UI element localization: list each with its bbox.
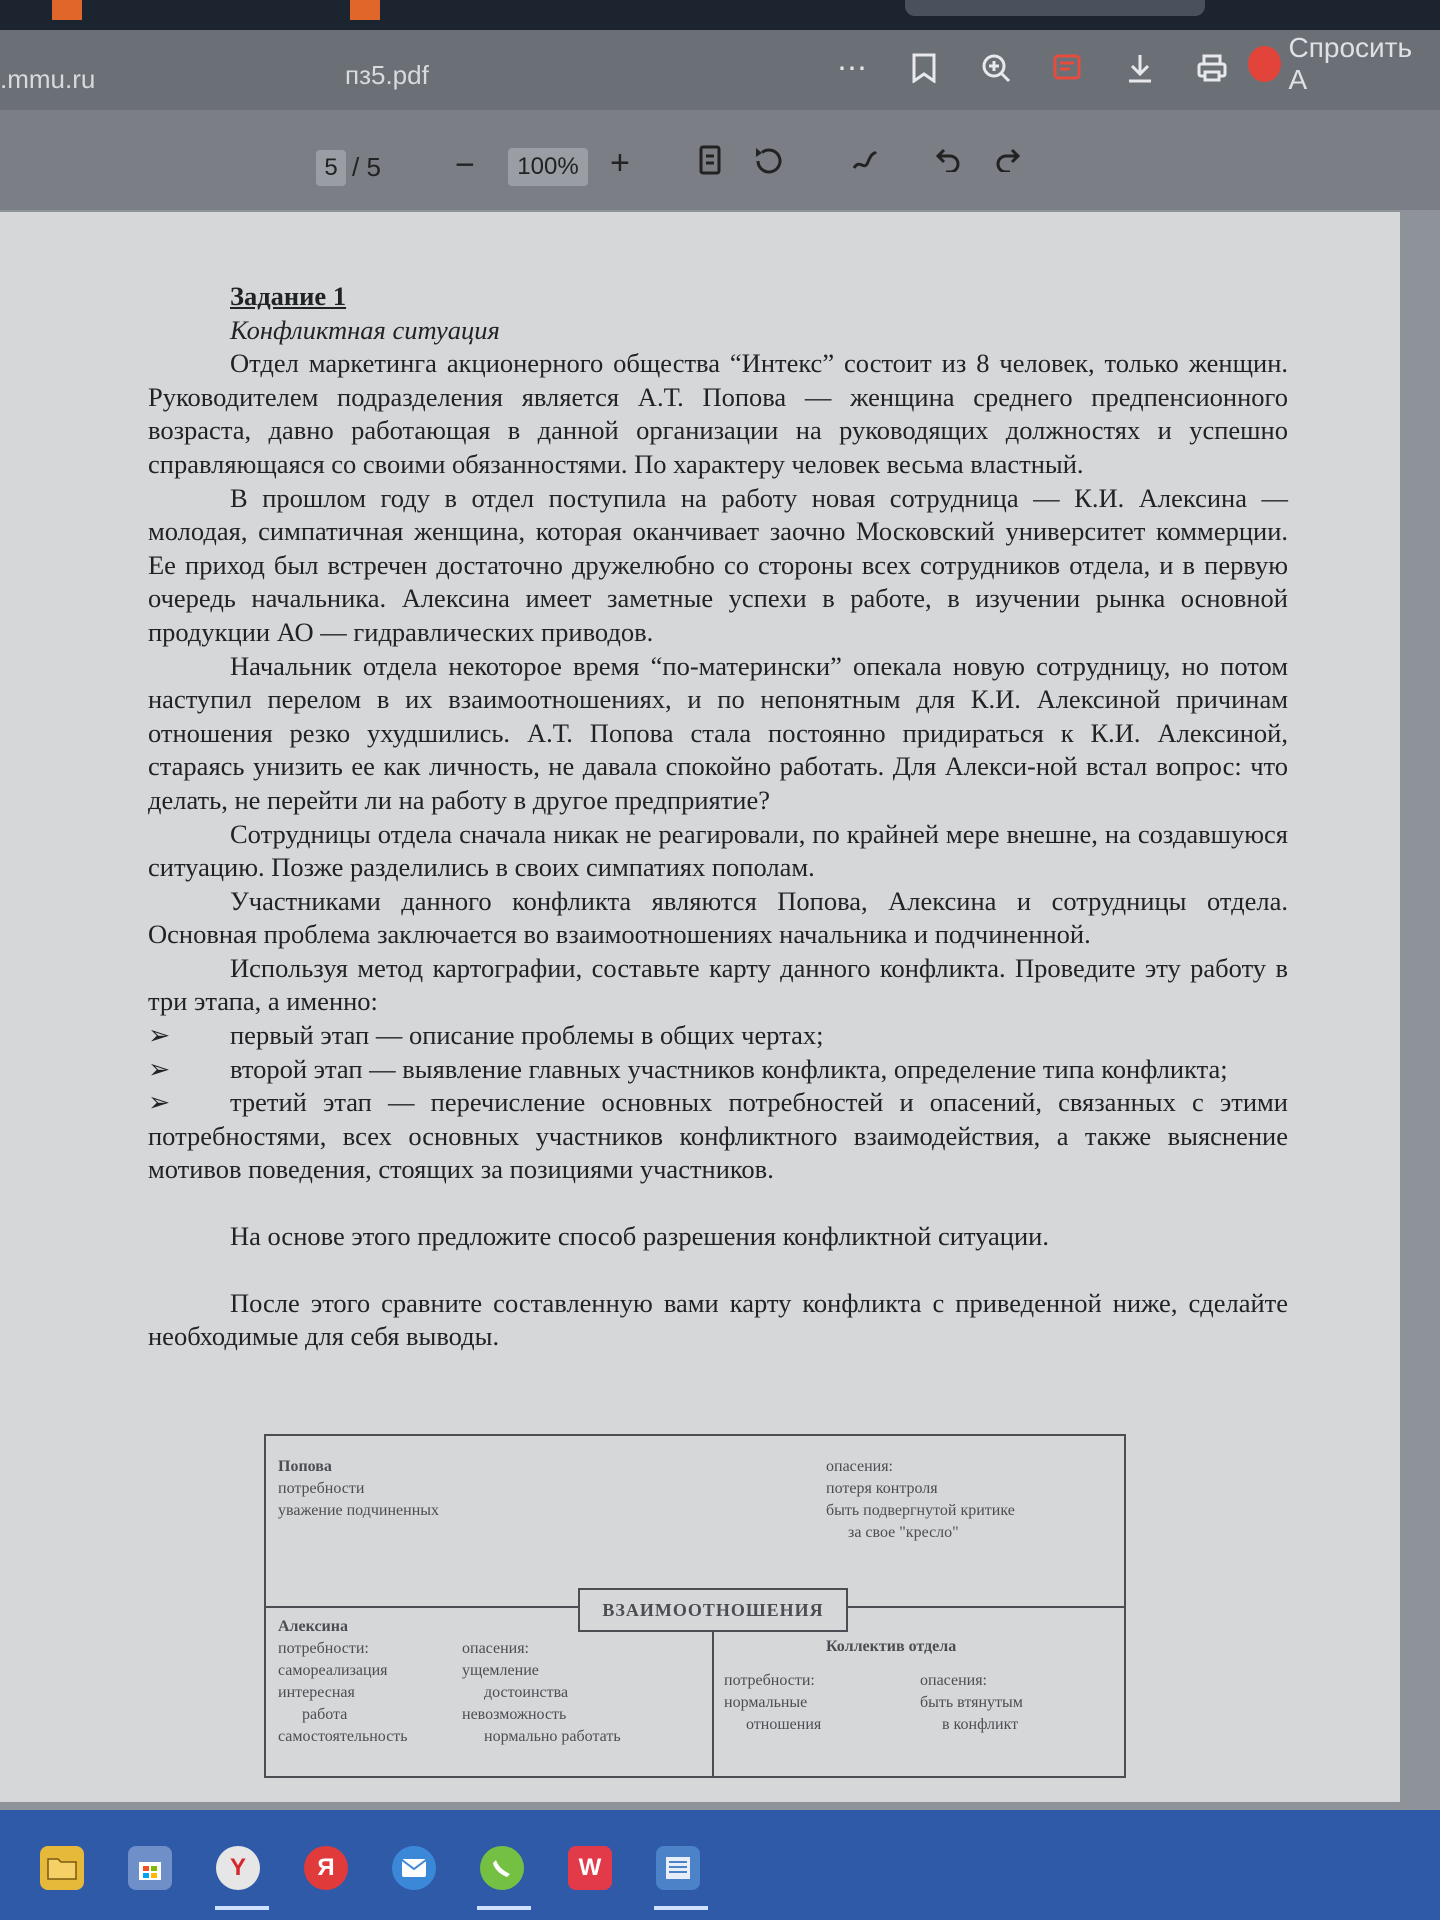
- address-text[interactable]: .mmu.ru: [0, 64, 96, 94]
- participant-name: Алексина: [278, 1618, 348, 1635]
- tab-indicator[interactable]: [350, 0, 380, 20]
- browser-toolbar: [830, 46, 1234, 90]
- fears-title: опасения:: [826, 1458, 893, 1475]
- divider: [712, 1608, 714, 1776]
- yandex-browser-icon[interactable]: Y: [216, 1846, 260, 1890]
- bullet-arrow-icon: ➢: [148, 1020, 171, 1051]
- popova-block: [278, 1456, 439, 1522]
- bullet-arrow-icon: ➢: [148, 1053, 171, 1084]
- aleksina-fears: [462, 1638, 621, 1748]
- undo-icon[interactable]: [934, 144, 962, 180]
- zoom-out-button[interactable]: −: [455, 146, 475, 184]
- aleksina-block: [278, 1616, 408, 1748]
- fears-title: опасения:: [920, 1672, 987, 1689]
- ai-icon: [1248, 46, 1281, 82]
- page-content: [148, 280, 1288, 1354]
- folder-icon[interactable]: [40, 1846, 84, 1890]
- fears-item: быть втянутым: [920, 1694, 1023, 1711]
- redo-icon[interactable]: [994, 144, 1022, 180]
- fears-item: в конфликт: [942, 1716, 1019, 1733]
- messenger-icon[interactable]: [480, 1846, 524, 1890]
- draw-icon[interactable]: [850, 144, 880, 182]
- active-app-indicator: [215, 1906, 269, 1910]
- rotate-icon[interactable]: [752, 144, 786, 186]
- print-icon[interactable]: [1190, 46, 1234, 90]
- fears-item: ущемление: [462, 1662, 539, 1679]
- list-item-text: первый этап — описание проблемы в общих чертах;: [230, 1020, 824, 1051]
- fears-item: быть подвергнутой критике: [826, 1502, 1015, 1519]
- fears-item: за свое "кресло": [848, 1524, 959, 1541]
- list-item: [148, 1053, 1288, 1087]
- collective-name: [826, 1636, 956, 1658]
- paragraph: Используя метод картографии, составьте карту данного конфликта. Проведите эту работу в три этапа, а именно:: [148, 952, 1288, 1017]
- needs-item: уважение подчиненных: [278, 1502, 440, 1519]
- needs-item: самостоятельность: [278, 1728, 408, 1745]
- paragraph: Начальник отдела некоторое время “по-матерински” опекала новую сотрудницу, но потом наступил перелом в их взаимоотношениях, и по непонятным для К.И. Алексиной причинам отношения резко ухудшились. А.Т. Попова стала постоянно придираться к К.И. Алексиной, стараясь унизить ее как личность, не давала спокойно работать. Для Алекси-ной встал вопрос: что делать, не перейти ли на работу в другое предприятие?: [148, 650, 1288, 815]
- more-icon[interactable]: ⋯: [837, 51, 867, 85]
- needs-title: потребности:: [724, 1672, 815, 1689]
- zoom-level[interactable]: 100%: [508, 148, 588, 186]
- needs-item: нормальные: [724, 1694, 808, 1711]
- paragraph: В прошлом году в отдел поступила на работу новая сотрудница — К.И. Алексина — молодая, симпатичная женщина, которая оканчивает заочно Московский университет коммерции. Ее приход был встречен достаточно дружелюбно со стороны всех сотрудников отдела, и в первую очередь начальника. Алексина имеет заметные успехи в работе, в изучении рынка основной продукции АО — гидравлических приводов.: [148, 482, 1288, 647]
- zoom-search-icon[interactable]: [974, 46, 1018, 90]
- needs-item: работа: [302, 1706, 348, 1723]
- bookmark-icon[interactable]: [902, 46, 946, 90]
- list-item: [148, 1086, 1288, 1187]
- bullet-arrow-icon: ➢: [148, 1087, 171, 1118]
- needs-title: потребности:: [278, 1640, 369, 1657]
- participant-name: Коллектив отдела: [826, 1638, 957, 1655]
- paragraph: После этого сравните составленную вами карту конфликта с приведенной ниже, сделайте необходимые для себя выводы.: [148, 1287, 1288, 1352]
- file-name: пз5.pdf: [345, 60, 429, 90]
- yandex-icon[interactable]: Я: [304, 1846, 348, 1890]
- needs-title: потребности: [278, 1480, 365, 1497]
- fears-item: достоинства: [484, 1684, 569, 1701]
- task-heading: Задание 1: [230, 281, 347, 311]
- conflict-map-diagram: [264, 1434, 1126, 1778]
- list-item: [148, 1019, 1288, 1053]
- fears-item: нормально работать: [484, 1728, 621, 1745]
- ask-button[interactable]: [1240, 32, 1440, 95]
- list-item-text: второй этап — выявление главных участников конфликта, определение типа конфликта;: [230, 1053, 1228, 1084]
- needs-item: самореализация: [278, 1662, 388, 1679]
- paragraph: На основе этого предложите способ разрешения конфликтной ситуации.: [230, 1221, 1049, 1252]
- tab-pill[interactable]: [905, 0, 1205, 16]
- fit-page-icon[interactable]: [698, 144, 722, 184]
- tab-indicator[interactable]: [52, 0, 82, 20]
- word-icon[interactable]: [656, 1846, 700, 1890]
- taskbar: [0, 1810, 1440, 1920]
- relationship-box: ВЗАИМООТНОШЕНИЯ: [578, 1588, 848, 1632]
- paragraph: Сотрудницы отдела сначала никак не реагировали, по крайней мере внешне, на создавшуюся ситуацию. Позже разделились в своих симпатиях пополам.: [148, 818, 1288, 883]
- needs-item: отношения: [746, 1716, 822, 1733]
- zoom-in-button[interactable]: +: [610, 144, 630, 182]
- paragraph: Участниками данного конфликта являются Попова, Алексина и сотрудницы отдела. Основная проблема заключается во взаимоотношениях начальника и подчиненной.: [148, 885, 1288, 950]
- fears-item: невозможность: [462, 1706, 567, 1723]
- mail-icon[interactable]: [392, 1846, 436, 1890]
- annotate-icon[interactable]: [1046, 46, 1090, 90]
- active-app-indicator: [477, 1906, 531, 1910]
- popova-fears: [826, 1456, 1015, 1544]
- fears-item: потеря контроля: [826, 1480, 938, 1497]
- fears-title: опасения:: [462, 1640, 529, 1657]
- store-icon[interactable]: [128, 1846, 172, 1890]
- ask-label: Спросить А: [1288, 32, 1413, 95]
- download-icon[interactable]: [1118, 46, 1162, 90]
- participant-name: Попова: [278, 1458, 332, 1475]
- page-total: / 5: [352, 152, 381, 182]
- page-number-input[interactable]: 5: [316, 150, 346, 186]
- active-app-indicator: [654, 1906, 708, 1910]
- task-subheading: Конфликтная ситуация: [230, 314, 500, 345]
- list-item-text: третий этап — перечисление основных потребностей и опасений, связанных с этими потребностями, всех основных участников конфликтного взаимодействия, а также выяснение мотивов поведения, стоящих за позициями участников.: [148, 1087, 1288, 1185]
- needs-item: интересная: [278, 1684, 355, 1701]
- wps-icon[interactable]: W: [568, 1846, 612, 1890]
- top-strip: [0, 0, 1440, 30]
- collective-needs: [724, 1670, 821, 1736]
- paragraph: Отдел маркетинга акционерного общества “Интекс” состоит из 8 человек, только женщин. Руководителем подразделения является А.Т. Попова — женщина среднего предпенсионного возраста, давно работающая в данной организации на руководящих должностях и успешно справляющаяся со своими обязанностями. По характеру человек весьма властный.: [148, 348, 1288, 479]
- collective-fears: [920, 1670, 1023, 1736]
